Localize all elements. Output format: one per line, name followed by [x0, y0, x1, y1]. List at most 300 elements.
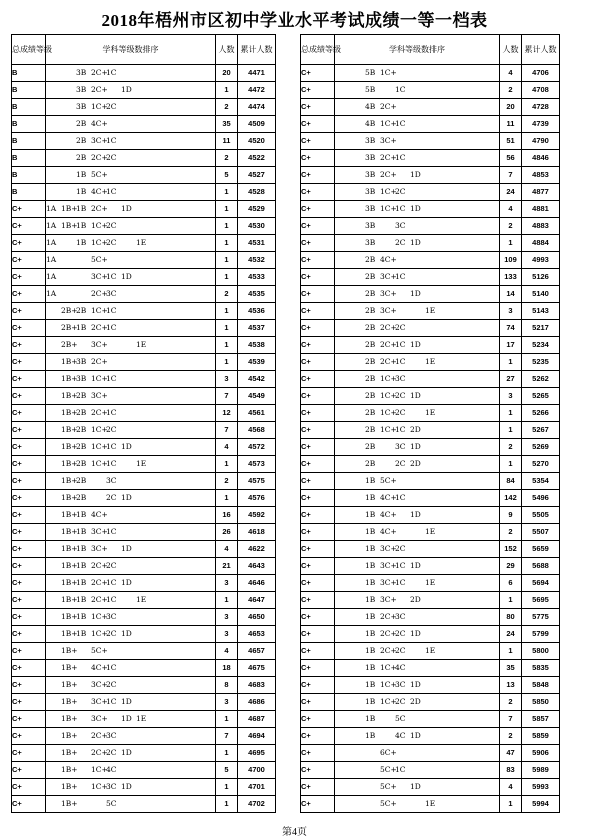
cumulative-cell: 4686: [238, 694, 276, 711]
sequence-token: 1C: [106, 306, 117, 315]
grade-cell: B: [12, 150, 46, 167]
sequence-token: 1B: [76, 510, 87, 519]
sequence-token: 2B: [365, 306, 376, 315]
sequence-token: 1B+: [61, 204, 78, 213]
sequence-cell: [335, 303, 500, 320]
grade-cell: C+: [301, 405, 335, 422]
header-cumulative: 累计人数: [238, 35, 276, 65]
sequence-token: 3B: [365, 221, 376, 230]
cumulative-cell: 5850: [522, 694, 560, 711]
cumulative-cell: 4653: [238, 626, 276, 643]
sequence-token: 1E: [425, 799, 436, 808]
table-row: [301, 65, 560, 82]
sequence-token: 1C: [106, 136, 117, 145]
sequence-token: 2C: [395, 391, 406, 400]
table-row: [301, 728, 560, 745]
cumulative-cell: 5235: [522, 354, 560, 371]
sequence-token: 1E: [136, 595, 147, 604]
table-row: [301, 643, 560, 660]
sequence-token: 3C+: [380, 561, 397, 570]
sequence-token: 1D: [410, 340, 421, 349]
cumulative-cell: 4687: [238, 711, 276, 728]
count-cell: 1: [216, 218, 238, 235]
table-row: [12, 660, 276, 677]
grade-cell: C+: [12, 711, 46, 728]
cumulative-cell: 4538: [238, 337, 276, 354]
count-cell: 3: [216, 609, 238, 626]
sequence-token: 1B+: [61, 646, 78, 655]
sequence-token: 1C: [395, 119, 406, 128]
sequence-token: 2C: [106, 493, 117, 502]
grade-cell: C+: [12, 422, 46, 439]
cumulative-cell: 4708: [522, 82, 560, 99]
table-row: [12, 524, 276, 541]
cumulative-cell: 4877: [522, 184, 560, 201]
sequence-cell: [335, 796, 500, 813]
sequence-cell: [46, 796, 216, 813]
sequence-token: 2C: [106, 425, 117, 434]
sequence-cell: [335, 609, 500, 626]
sequence-cell: [46, 728, 216, 745]
sequence-token: 3B: [365, 238, 376, 247]
table-row: [12, 677, 276, 694]
right-table: [300, 34, 560, 813]
count-cell: 2: [216, 473, 238, 490]
sequence-token: 1C+: [91, 221, 108, 230]
grade-cell: C+: [301, 388, 335, 405]
sequence-token: 1B+: [61, 408, 78, 417]
sequence-token: 2B: [76, 153, 87, 162]
sequence-token: 2B: [365, 340, 376, 349]
sequence-token: 1D: [410, 510, 421, 519]
table-row: [12, 762, 276, 779]
sequence-token: 1C: [106, 272, 117, 281]
sequence-token: 3B: [365, 170, 376, 179]
sequence-token: 2C: [395, 646, 406, 655]
sequence-token: 1B: [76, 561, 87, 570]
sequence-cell: [335, 643, 500, 660]
sequence-token: 1D: [410, 629, 421, 638]
sequence-token: 2C+: [91, 153, 108, 162]
count-cell: 2: [216, 286, 238, 303]
sequence-token: 1B: [365, 714, 376, 723]
sequence-token: 1C: [106, 187, 117, 196]
sequence-token: 2B: [365, 408, 376, 417]
sequence-token: 3C+: [380, 136, 397, 145]
sequence-token: 5C: [106, 799, 117, 808]
sequence-cell: [46, 201, 216, 218]
sequence-token: 1C+: [380, 391, 397, 400]
sequence-token: 1C+: [91, 442, 108, 451]
count-cell: 4: [500, 779, 522, 796]
sequence-cell: [46, 286, 216, 303]
count-cell: 1: [216, 269, 238, 286]
table-row: [12, 235, 276, 252]
table-row: [301, 354, 560, 371]
table-row: [301, 184, 560, 201]
grade-cell: C+: [301, 796, 335, 813]
header-cumulative: 累计人数: [522, 35, 560, 65]
table-row: [12, 575, 276, 592]
sequence-token: 2B: [76, 408, 87, 417]
sequence-token: 3C: [395, 442, 406, 451]
sequence-token: 3C+: [91, 714, 108, 723]
cumulative-cell: 4647: [238, 592, 276, 609]
sequence-cell: [46, 388, 216, 405]
table-row: [301, 575, 560, 592]
table-row: [301, 694, 560, 711]
sequence-token: 1B+: [61, 561, 78, 570]
table-row: [301, 99, 560, 116]
sequence-cell: [335, 405, 500, 422]
table-row: [301, 541, 560, 558]
sequence-token: 2C: [395, 238, 406, 247]
sequence-token: 3C: [106, 731, 117, 740]
cumulative-cell: 5143: [522, 303, 560, 320]
sequence-token: 1C: [395, 340, 406, 349]
sequence-token: 2D: [410, 459, 421, 468]
sequence-cell: [46, 371, 216, 388]
sequence-token: 3B: [365, 204, 376, 213]
sequence-token: 2C: [106, 102, 117, 111]
sequence-token: 2C+: [380, 323, 397, 332]
table-row: [301, 490, 560, 507]
sequence-cell: [46, 405, 216, 422]
sequence-cell: [46, 677, 216, 694]
cumulative-cell: 5267: [522, 422, 560, 439]
grade-cell: C+: [12, 218, 46, 235]
sequence-token: 1D: [121, 204, 132, 213]
sequence-token: 2C+: [91, 204, 108, 213]
sequence-cell: [46, 711, 216, 728]
sequence-token: 1D: [410, 391, 421, 400]
cumulative-cell: 5906: [522, 745, 560, 762]
table-row: [12, 796, 276, 813]
count-cell: 4: [500, 201, 522, 218]
sequence-token: 1C+: [380, 187, 397, 196]
table-row: [301, 779, 560, 796]
sequence-token: 1B: [76, 629, 87, 638]
sequence-cell: [335, 490, 500, 507]
table-row: [12, 218, 276, 235]
grade-cell: C+: [12, 507, 46, 524]
sequence-token: 1B+: [61, 748, 78, 757]
grade-cell: C+: [301, 286, 335, 303]
cumulative-cell: 4509: [238, 116, 276, 133]
count-cell: 83: [500, 762, 522, 779]
sequence-cell: [46, 592, 216, 609]
table-row: [12, 405, 276, 422]
sequence-token: 1C+: [91, 238, 108, 247]
sequence-cell: [46, 354, 216, 371]
cumulative-cell: 4528: [238, 184, 276, 201]
count-cell: 2: [216, 99, 238, 116]
grade-cell: C+: [301, 65, 335, 82]
sequence-cell: [335, 473, 500, 490]
count-cell: 1: [216, 252, 238, 269]
cumulative-cell: 5262: [522, 371, 560, 388]
sequence-token: 1D: [121, 442, 132, 451]
grade-cell: C+: [301, 711, 335, 728]
sequence-token: 1E: [136, 340, 147, 349]
sequence-cell: [46, 575, 216, 592]
table-row: [12, 558, 276, 575]
grade-cell: C+: [301, 677, 335, 694]
sequence-token: 1E: [136, 238, 147, 247]
sequence-token: 2B: [365, 255, 376, 264]
table-row: [301, 269, 560, 286]
sequence-cell: [335, 694, 500, 711]
cumulative-cell: 4643: [238, 558, 276, 575]
table-row: [301, 235, 560, 252]
sequence-cell: [335, 422, 500, 439]
cumulative-cell: 4533: [238, 269, 276, 286]
count-cell: 1: [500, 456, 522, 473]
sequence-token: 1D: [121, 544, 132, 553]
sequence-token: 1C+: [380, 408, 397, 417]
sequence-token: 1B+: [61, 765, 78, 774]
grade-cell: C+: [301, 609, 335, 626]
sequence-token: 1C+: [380, 204, 397, 213]
table-row: [301, 133, 560, 150]
grade-cell: C+: [301, 133, 335, 150]
cumulative-cell: 4537: [238, 320, 276, 337]
sequence-token: 1B: [76, 595, 87, 604]
table-row: [301, 252, 560, 269]
table-row: [12, 252, 276, 269]
grade-cell: C+: [301, 524, 335, 541]
cumulative-cell: 5496: [522, 490, 560, 507]
sequence-token: 2B+: [61, 323, 78, 332]
sequence-token: 1C+: [91, 374, 108, 383]
grade-cell: C+: [12, 286, 46, 303]
sequence-token: 1A: [46, 289, 57, 298]
cumulative-cell: 5659: [522, 541, 560, 558]
sequence-token: 5C+: [380, 765, 397, 774]
grade-cell: C+: [301, 745, 335, 762]
count-cell: 1: [500, 422, 522, 439]
sequence-token: 1D: [121, 272, 132, 281]
sequence-token: 2C+: [91, 595, 108, 604]
sequence-token: 2C: [395, 544, 406, 553]
cumulative-cell: 4881: [522, 201, 560, 218]
sequence-token: 1D: [121, 85, 132, 94]
sequence-token: 3B: [76, 357, 87, 366]
cumulative-cell: 5857: [522, 711, 560, 728]
cumulative-cell: 4568: [238, 422, 276, 439]
table-row: [12, 337, 276, 354]
grade-cell: C+: [12, 626, 46, 643]
count-cell: 109: [500, 252, 522, 269]
count-cell: 47: [500, 745, 522, 762]
table-row: [301, 456, 560, 473]
table-row: [301, 337, 560, 354]
table-row: [301, 524, 560, 541]
sequence-cell: [335, 269, 500, 286]
sequence-cell: [335, 354, 500, 371]
table-row: [301, 507, 560, 524]
sequence-token: 2C+: [91, 289, 108, 298]
cumulative-cell: 4471: [238, 65, 276, 82]
grade-cell: C+: [12, 728, 46, 745]
sequence-token: 1B: [365, 629, 376, 638]
grade-cell: C+: [301, 541, 335, 558]
sequence-token: 1B: [365, 510, 376, 519]
sequence-token: 2C+: [380, 340, 397, 349]
cumulative-cell: 4650: [238, 609, 276, 626]
sequence-token: 1C: [395, 153, 406, 162]
cumulative-cell: 5993: [522, 779, 560, 796]
count-cell: 1: [500, 354, 522, 371]
sequence-token: 2C: [106, 221, 117, 230]
grade-cell: C+: [301, 762, 335, 779]
sequence-cell: [335, 116, 500, 133]
cumulative-cell: 5140: [522, 286, 560, 303]
count-cell: 3: [500, 303, 522, 320]
cumulative-cell: 4532: [238, 252, 276, 269]
sequence-cell: [335, 456, 500, 473]
table-row: [301, 762, 560, 779]
sequence-token: 2B: [76, 476, 87, 485]
sequence-cell: [46, 337, 216, 354]
sequence-token: 5C+: [380, 476, 397, 485]
grade-cell: C+: [12, 745, 46, 762]
sequence-token: 2C+: [380, 646, 397, 655]
grade-cell: C+: [12, 779, 46, 796]
cumulative-cell: 4846: [522, 150, 560, 167]
sequence-cell: [46, 558, 216, 575]
table-row: [301, 626, 560, 643]
sequence-token: 2C+: [91, 748, 108, 757]
sequence-token: 1E: [136, 714, 147, 723]
sequence-cell: [335, 252, 500, 269]
grade-cell: C+: [301, 320, 335, 337]
grade-cell: C+: [301, 269, 335, 286]
sequence-token: 3C+: [380, 595, 397, 604]
sequence-token: 1C+: [91, 459, 108, 468]
sequence-token: 4C: [106, 765, 117, 774]
sequence-token: 1B+: [61, 221, 78, 230]
sequence-token: 3C: [395, 374, 406, 383]
cumulative-cell: 4474: [238, 99, 276, 116]
cumulative-cell: 4520: [238, 133, 276, 150]
table-row: [12, 371, 276, 388]
sequence-token: 1E: [425, 646, 436, 655]
grade-cell: C+: [12, 592, 46, 609]
left-header-row: [12, 35, 276, 65]
table-row: [12, 99, 276, 116]
count-cell: 17: [500, 337, 522, 354]
sequence-token: 1D: [121, 714, 132, 723]
sequence-token: 2B: [365, 442, 376, 451]
grade-cell: C+: [12, 524, 46, 541]
cumulative-cell: 4883: [522, 218, 560, 235]
cumulative-cell: 5994: [522, 796, 560, 813]
sequence-token: 1B: [76, 204, 87, 213]
sequence-cell: [335, 65, 500, 82]
count-cell: 4: [216, 643, 238, 660]
sequence-token: 1C+: [380, 119, 397, 128]
sequence-token: 4C+: [380, 510, 397, 519]
sequence-token: 3B: [365, 153, 376, 162]
table-row: [12, 609, 276, 626]
sequence-cell: [46, 167, 216, 184]
sequence-cell: [46, 439, 216, 456]
sequence-cell: [335, 592, 500, 609]
sequence-cell: [46, 660, 216, 677]
sequence-token: 1B: [365, 612, 376, 621]
sequence-token: 1B: [76, 612, 87, 621]
sequence-token: 1B: [365, 476, 376, 485]
sequence-token: 1B: [76, 544, 87, 553]
table-row: [301, 116, 560, 133]
sequence-token: 1C: [395, 765, 406, 774]
grade-cell: C+: [301, 150, 335, 167]
sequence-token: 1D: [121, 578, 132, 587]
grade-cell: C+: [301, 303, 335, 320]
count-cell: 2: [500, 82, 522, 99]
table-row: [12, 303, 276, 320]
grade-cell: C+: [301, 728, 335, 745]
table-row: [12, 422, 276, 439]
cumulative-cell: 4549: [238, 388, 276, 405]
table-row: [12, 711, 276, 728]
count-cell: 14: [500, 286, 522, 303]
sequence-cell: [46, 150, 216, 167]
sequence-token: 3C: [106, 782, 117, 791]
sequence-token: 2C+: [91, 561, 108, 570]
cumulative-cell: 4884: [522, 235, 560, 252]
grade-cell: C+: [12, 575, 46, 592]
sequence-cell: [335, 371, 500, 388]
cumulative-cell: 4575: [238, 473, 276, 490]
cumulative-cell: 5835: [522, 660, 560, 677]
grade-cell: C+: [301, 507, 335, 524]
cumulative-cell: 4527: [238, 167, 276, 184]
cumulative-cell: 4522: [238, 150, 276, 167]
table-row: [301, 82, 560, 99]
cumulative-cell: 5126: [522, 269, 560, 286]
sequence-token: 1B+: [61, 476, 78, 485]
table-row: [301, 422, 560, 439]
grade-cell: C+: [301, 235, 335, 252]
cumulative-cell: 4472: [238, 82, 276, 99]
count-cell: 16: [216, 507, 238, 524]
count-cell: 3: [216, 694, 238, 711]
grade-cell: C+: [12, 473, 46, 490]
sequence-token: 1C: [395, 85, 406, 94]
sequence-token: 3C+: [91, 527, 108, 536]
sequence-token: 1D: [121, 697, 132, 706]
cumulative-cell: 5265: [522, 388, 560, 405]
sequence-token: 5B: [365, 85, 376, 94]
sequence-token: 4C+: [380, 493, 397, 502]
sequence-token: 2D: [410, 697, 421, 706]
sequence-token: 1B: [365, 578, 376, 587]
header-seq: 学科等级数排序: [46, 35, 216, 65]
sequence-token: 5C+: [380, 799, 397, 808]
sequence-token: 1C+: [380, 663, 397, 672]
sequence-cell: [335, 541, 500, 558]
sequence-token: 3C+: [380, 289, 397, 298]
count-cell: 20: [216, 65, 238, 82]
table-row: [301, 201, 560, 218]
sequence-token: 1D: [121, 748, 132, 757]
table-row: [12, 728, 276, 745]
sequence-token: 2C+: [91, 68, 108, 77]
sequence-token: 1C+: [91, 612, 108, 621]
header-grade: 总成绩等级: [301, 35, 335, 65]
